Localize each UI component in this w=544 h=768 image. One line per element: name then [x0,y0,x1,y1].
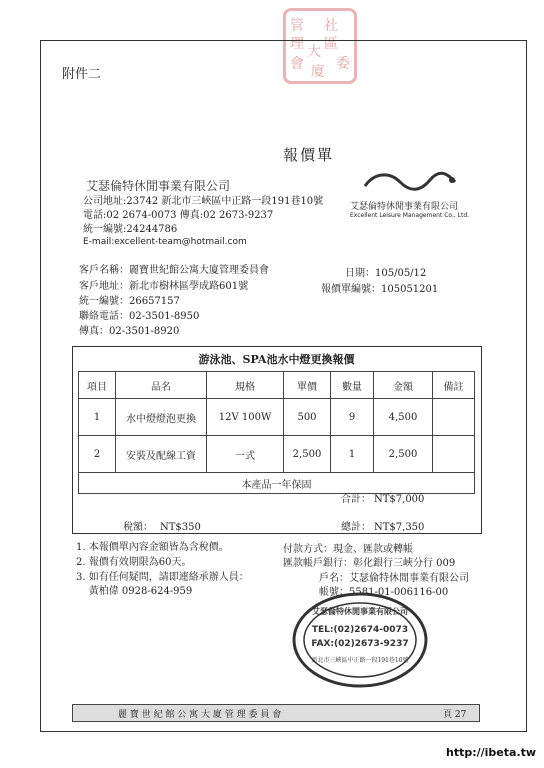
vendor-tax-id: 統一編號:24244786 [83,224,178,235]
seal-char: 理 [290,36,304,52]
total-label: 總計： [341,522,371,533]
warranty-row [79,473,475,494]
vendor-address: 公司地址:23742 新北市三峽區中正路一段191巷10號 [83,196,324,207]
quote-number: 報價單編號：105051201 [321,284,439,295]
stamp-address: 新北市三峽區中正路一段191巷10號 [311,657,409,664]
warranty-note: 本產品一年保固 [79,473,475,494]
stamp-phone: TEL:(02)2674-0073 [311,625,409,635]
watermark-url: http://ibeta.tw [446,746,537,759]
vendor-email: E-mail:excellent-team@hotmail.com [83,237,247,247]
table-cell: 一式 [207,436,284,473]
table-cell: 4,500 [374,399,433,436]
payment-line: 付款方式：現金、匯款或轉帳 [283,544,413,555]
table-cell [433,399,475,436]
seal-char: 社 [324,18,338,34]
table-header-row [79,372,475,399]
footer-bar [72,704,480,722]
column-header: 備註 [433,372,475,399]
customer-address: 客戶地址：新北市樹林區學成路601號 [79,281,249,292]
seal-char: 大 [307,44,321,60]
payment-line: 匯款帳戶銀行：彰化銀行三峽分行 009 [283,558,456,569]
items-table [78,371,475,494]
total-value: NT$7,350 [374,522,425,533]
column-header: 項目 [79,372,116,399]
subtotal-label: 合計： [341,494,371,505]
table-cell: 2,500 [374,436,433,473]
note-line: 3. 如有任何疑問，請即連絡承辦人員： [76,572,249,583]
page-number: 頁 27 [443,710,467,720]
seal-char: 委 [336,56,350,72]
payment-line: 戶名：艾瑟倫特休閒事業有限公司 [319,573,469,584]
table-cell: 12V 100W [207,399,284,436]
tax-label: 稅額： [123,522,153,533]
tax-value: NT$350 [160,522,201,533]
table-cell: 1 [331,436,374,473]
customer-fax: 傳真：02-3501-8920 [79,326,180,337]
seal-char: 廈 [311,64,325,80]
logo-chinese-name: 艾瑟倫特休閒事業有限公司 [350,202,459,212]
table-cell [433,436,475,473]
table-cell: 2 [79,436,116,473]
customer-name: 客戶名稱：麗寶世紀館公寓大廈管理委員會 [79,265,269,276]
table-cell: 2,500 [284,436,331,473]
subtotal-value: NT$7,000 [374,494,425,505]
column-header: 金額 [374,372,433,399]
table-cell: 9 [331,399,374,436]
column-header: 規格 [207,372,284,399]
table-row [79,399,475,436]
note-line: 2. 報價有效期限為60天。 [76,557,192,568]
vendor-phone: 電話:02 2674-0073 傳真:02 2673-9237 [83,210,274,221]
document-title: 報價單 [283,146,335,164]
footer-text: 麗 寶 世 紀 館 公 寓 大 廈 管 理 委 員 會 [118,710,282,720]
note-line: 黃柏偉 0928-624-959 [76,586,193,597]
customer-phone: 聯絡電話：02-3501-8950 [79,311,200,322]
company-logo [360,168,460,196]
note-line: 1. 本報價單內容金額皆為含稅價。 [76,542,229,553]
seal-char: 管 [290,18,304,34]
column-header: 品名 [116,372,207,399]
table-cell: 1 [79,399,116,436]
quote-date: 日期：105/05/12 [345,268,427,279]
attachment-label: 附件二 [62,67,102,82]
quote-title: 游泳池、SPA池水中燈更換報價 [198,353,355,366]
table-cell: 安裝及配線工資 [116,436,207,473]
payment-line: 帳號：5581-01-006116-00 [319,587,449,598]
column-header: 數量 [331,372,374,399]
seal-char: 區 [324,36,338,52]
seal-char: 會 [290,56,304,72]
table-cell: 500 [284,399,331,436]
stamp-fax: FAX:(02)2673-9237 [311,639,409,649]
stamp-company-name: 艾瑟倫特休閒事業有限公司 [312,606,408,616]
customer-tax-id: 統一編號：26657157 [79,296,180,307]
logo-english-name: Excellent Leisure Management Co., Ltd. [350,212,470,219]
table-cell: 水中燈燈泡更換 [116,399,207,436]
vendor-name: 艾瑟倫特休閒事業有限公司 [86,179,231,193]
column-header: 單價 [284,372,331,399]
table-row [79,436,475,473]
company-stamp [290,590,430,690]
